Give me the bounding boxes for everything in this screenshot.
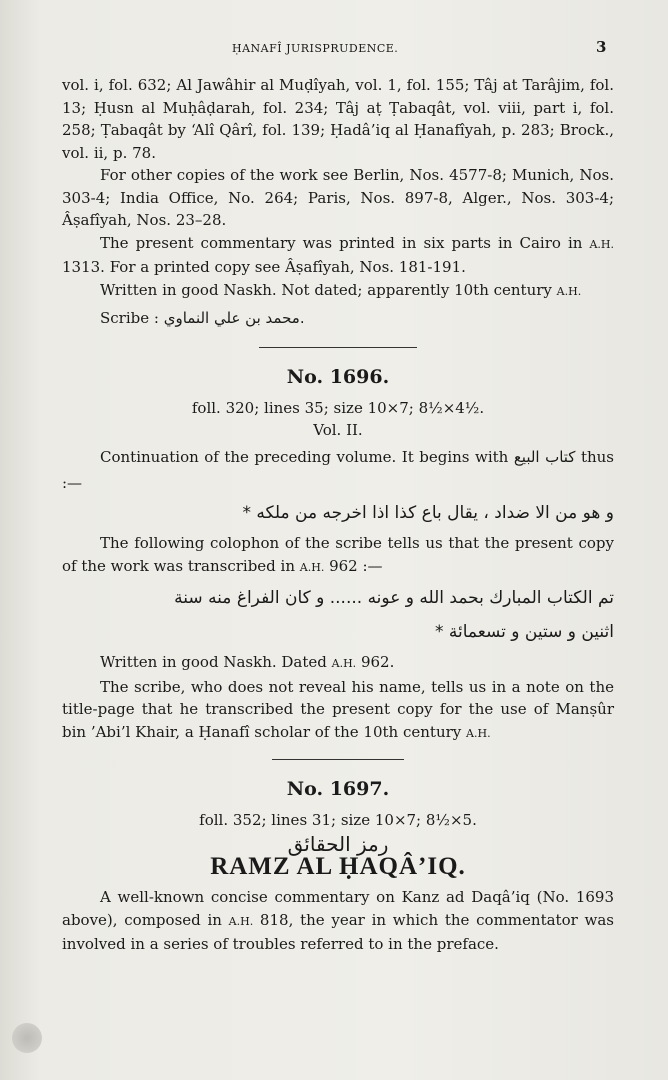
colophon-arabic-line-1: تم الكتاب المبارك بحمد الله و عونه ...... و كان الفراغ منه سنة [174, 588, 614, 608]
page-header [0, 38, 668, 58]
entry-specs-1696: foll. 320; lines 35; size 10×7; 8½×4½. [191, 398, 485, 417]
volume-label: Vol. II. [313, 421, 363, 439]
page-body [62, 74, 614, 956]
arabic-title: رمز الحقائق [287, 832, 389, 856]
work-title: RAMZ AL ḤAQÂ’IQ. [210, 852, 466, 880]
continuation-paragraph: Continuation of the preceding volume. It begins with كتاب البيع thus :— [62, 447, 614, 492]
section-divider [272, 759, 404, 760]
description-paragraph: A well-known concise commentary on Kanz ad Daqâ’iq (No. 1693 above), composed in A.H. 818, the year in which the commentator was involved in a series of troubles referred to in the preface. [62, 888, 614, 953]
printed-paragraph: The present commentary was printed in six parts in Cairo in A.H. 1313. For a printed copy see Âṣafîyah, Nos. 181-191. [62, 233, 614, 276]
dated-paragraph: Written in good Naskh. Dated A.H. 962. [100, 653, 395, 671]
entry-number-1697: No. 1697. [286, 778, 390, 800]
incipit-arabic: و هو من الا ضداد ، يقال باع كذا اذا اخرجه من ملكه * [242, 503, 614, 523]
scribe-line [62, 303, 614, 333]
scribe-label: Scribe : [100, 309, 159, 327]
script-date-paragraph: Written in good Naskh. Not dated; apparently 10th century A.H. [100, 280, 582, 299]
references-paragraph: vol. i, fol. 632; Al Jawâhir al Muḍîyah, vol. 1, fol. 155; Tâj at Tarâjim, fol. 13; Ḥusn al Muḥâḍarah, fol. 234; Tâj aṭ Ṭabaqât, vol. viii, part i, fol. 258; Ṭabaqât by ‘Alî Qârî, fol. 139; Ḥadâ’iq al Ḥanafîyah, p. 283; Brock., vol. ii, p. 78. [62, 76, 614, 162]
scribe-note-paragraph: The scribe, who does not reveal his name, tells us in a note on the title-page that he transcribed the present copy for the use of Manṣûr bin ’Abi’l Khair, a Ḥanafî scholar of the 10th century A.H. [62, 677, 614, 741]
other-copies-paragraph: For other copies of the work see Berlin, Nos. 4577-8; Munich, Nos. 303-4; India Office, No. 264; Paris, Nos. 897-8, Alger., Nos. 303-4; Âṣafîyah, Nos. 23–28. [62, 166, 614, 229]
page-number: 3 [596, 38, 607, 56]
entry-number-1696: No. 1696. [286, 366, 390, 388]
running-title: ḤANAFÎ JURISPRUDENCE. [232, 42, 399, 55]
section-divider [259, 347, 417, 348]
scribe-arabic: محمد بن علي النماوي. [163, 309, 305, 327]
binding-hole [12, 1023, 42, 1053]
entry-specs-1697: foll. 352; lines 31; size 10×7; 8½×5. [199, 810, 477, 829]
colophon-paragraph: The following colophon of the scribe tells us that the present copy of the work was transcribed in A.H. 962 :— [62, 534, 614, 575]
incipit-arabic-inline: كتاب البيع [513, 447, 576, 466]
colophon-arabic-line-2: اثنين و ستين و تسعمائة * [435, 622, 614, 642]
